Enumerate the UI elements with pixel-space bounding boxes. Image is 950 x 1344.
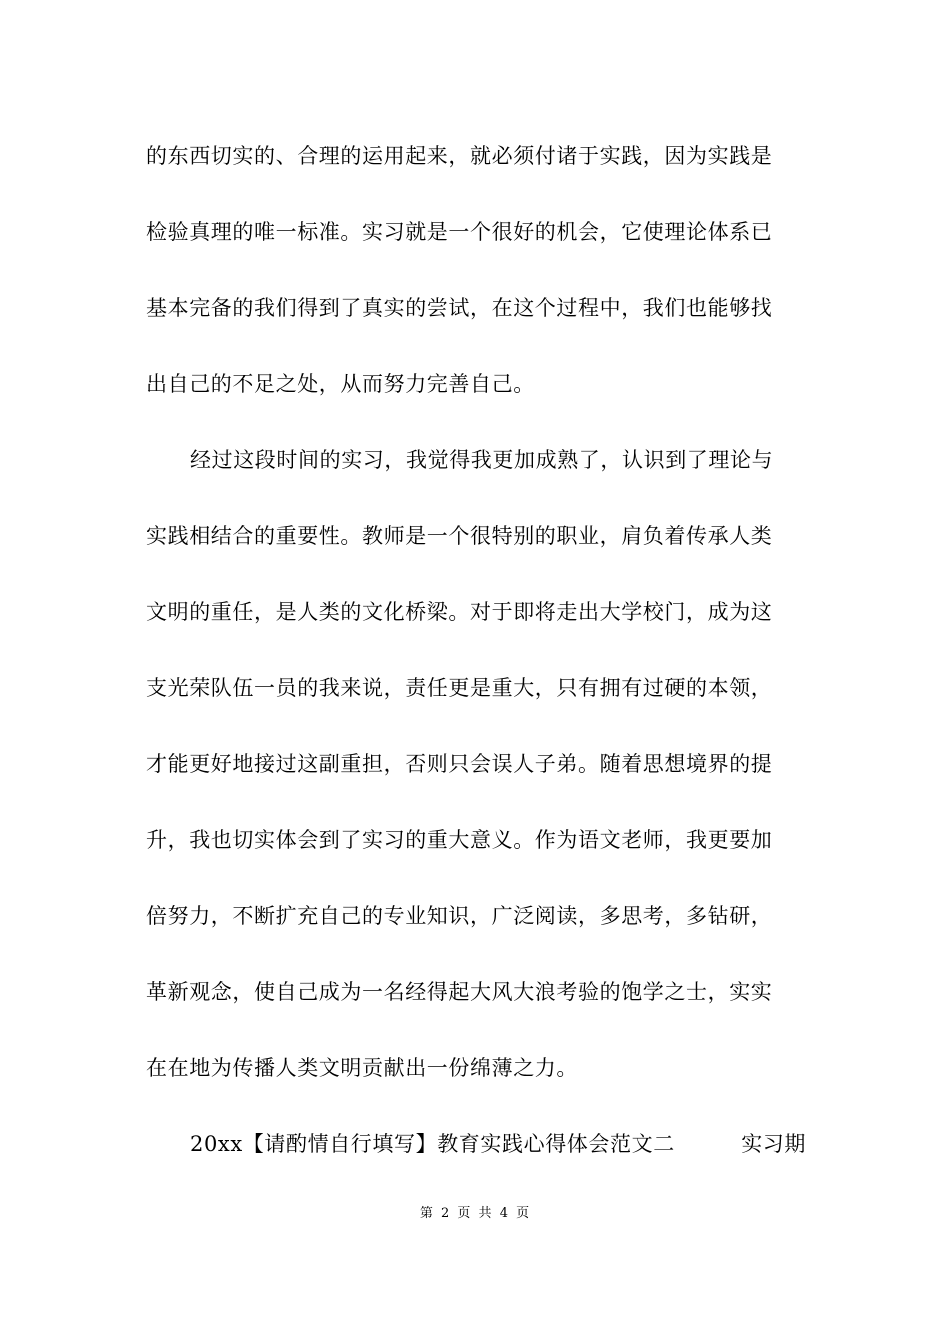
text-line-8: 支光荣队伍一员的我来说，责任更是重大，只有拥有过硬的本领， — [146, 676, 773, 700]
text-line-1: 的东西切实的、合理的运用起来，就必须付诸于实践，因为实践是 — [146, 144, 773, 168]
text-line-10: 升，我也切实体会到了实习的重大意义。作为语文老师，我更要加 — [146, 828, 773, 852]
text-line-5: 经过这段时间的实习，我觉得我更加成熟了，认识到了理论与 — [190, 448, 774, 472]
text-line-13: 在在地为传播人类文明贡献出一份绵薄之力。 — [146, 1056, 578, 1080]
section-continuation: 实习期 — [741, 1132, 806, 1156]
text-line-3: 基本完备的我们得到了真实的尝试，在这个过程中，我们也能够找 — [146, 296, 773, 320]
heading-line — [146, 1118, 806, 1194]
text-line-12: 革新观念，使自己成为一名经得起大风大浪考验的饱学之士，实实 — [146, 980, 773, 1004]
text-line-9: 才能更好地接过这副重担，否则只会误人子弟。随着思想境界的提 — [146, 752, 773, 776]
text-line-4: 出自己的不足之处，从而努力完善自己。 — [146, 372, 535, 396]
text-line-2: 检验真理的唯一标准。实习就是一个很好的机会，它使理论体系已 — [146, 220, 773, 244]
text-line-6: 实践相结合的重要性。教师是一个很特别的职业，肩负着传承人类 — [146, 524, 773, 548]
document-body — [146, 130, 806, 1194]
page-number-footer: 第 2 页 共 4 页 — [419, 1206, 531, 1221]
section-title: 20xx【请酌情自行填写】教育实践心得体会范文二 — [190, 1132, 675, 1156]
text-line-11: 倍努力，不断扩充自己的专业知识，广泛阅读，多思考，多钻研， — [146, 904, 773, 928]
text-line-7: 文明的重任，是人类的文化桥梁。对于即将走出大学校门，成为这 — [146, 600, 773, 624]
